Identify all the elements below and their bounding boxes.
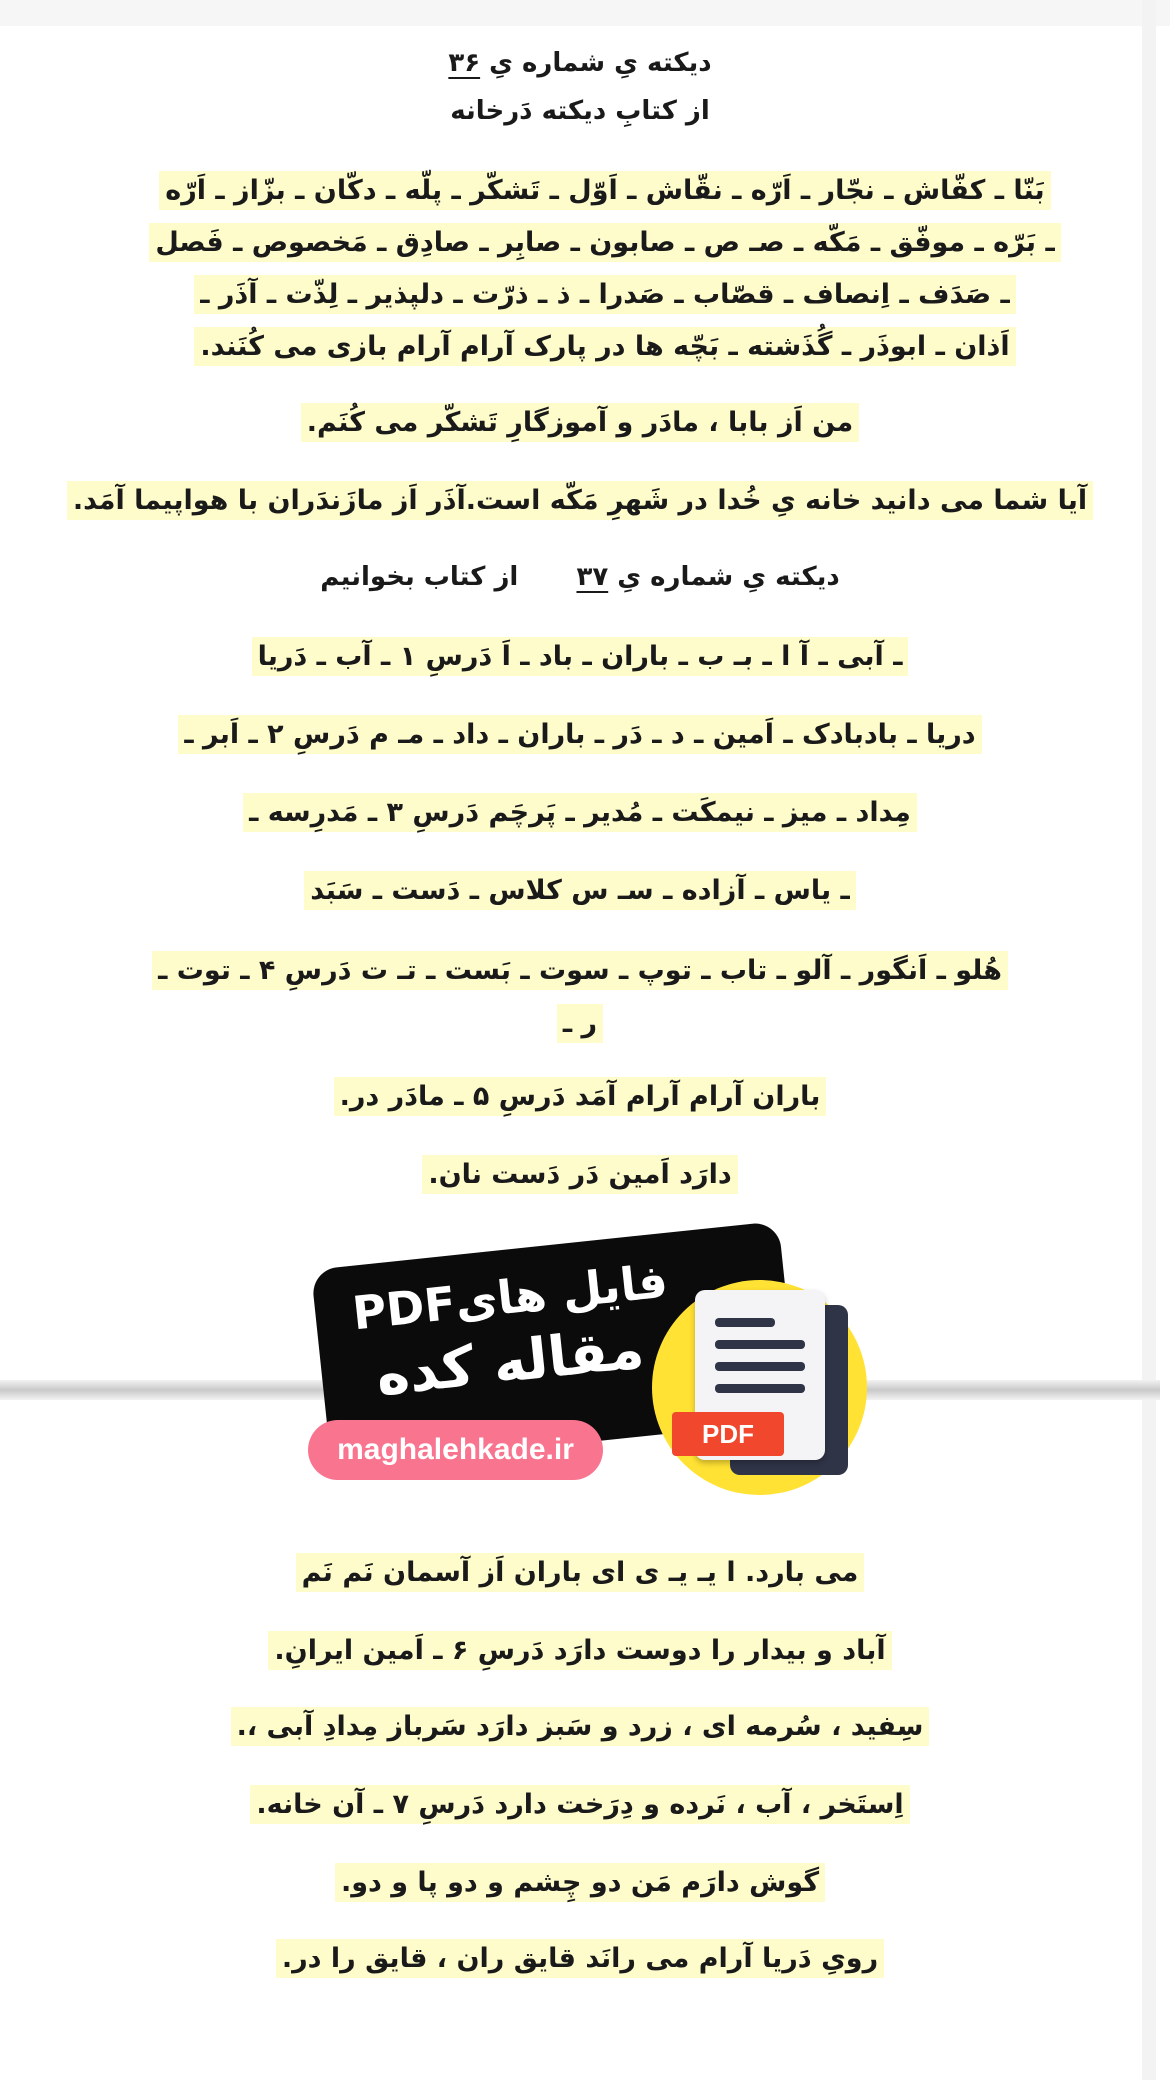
lesson-cont-line-3 [0,1706,1160,1748]
lesson-line-5-cont-text: ر ـ [557,1004,603,1043]
sentence-1-text: من اَز بابا ، مادَر و آموزگارِ تَشکّر می کُنَم. [301,403,859,442]
pdf-label: PDF [672,1412,784,1456]
lesson-cont-line-2-text: آباد و بیدار را دوست دارَد دَرسِ ۶ ـ اَمین ایرانِ. [268,1631,891,1670]
word-line-2 [140,222,1070,264]
lesson-cont-line-1-text: می بارد. ا یـ یـ ی ای باران اَز آسمان نَم نَم [296,1553,865,1592]
title-37-prefix: دیکته یِ شماره یِ [617,562,840,592]
lesson-cont-line-4-text: اِستَخر ، آب ، نَرده و دِرَخت دارد دَرسِ ۷ ـ آن خانه. [250,1785,909,1824]
sentence-2-text: آیا شما می دانید خانه یِ خُدا در شَهرِ مَکّه است.آذَر اَز مازَندَران با هواپیما آمَد. [67,481,1093,520]
dictation-37-title [0,562,1160,592]
lesson-line-4-text: ـ یاس ـ آزاده ـ سـ س کلاس ـ دَست ـ سَبَد [304,871,856,910]
title-prefix: دیکته یِ شماره یِ [489,48,712,78]
lesson-line-3-text: مِداد ـ میز ـ نیمکَت ـ مُدیر ـ پَرچَم دَرسِ ۳ ـ مَدرِسه ـ [243,793,917,832]
watermark-banner[interactable] [300,1225,870,1515]
lesson-line-5 [0,950,1160,992]
lesson-line-5-cont [0,1003,1160,1045]
lesson-line-7 [0,1154,1160,1196]
word-line-2-text: ـ بَرّه ـ موفّق ـ مَکّه ـ صـ ص ـ صابون ـ صابِر ـ صادِق ـ مَخصوص ـ فَصل [149,223,1060,262]
word-line-3-text: ـ صَدَف ـ اِنصاف ـ قصّاب ـ صَدرا ـ ذ ـ ذرّت ـ دلپذیر ـ لِذّت ـ آذَر ـ [194,275,1016,314]
word-line-1 [140,170,1070,212]
lesson-cont-line-6 [0,1938,1160,1980]
dictation-36-title [0,48,1160,78]
dictation-36-subtitle: از کتابِ دیکته دَرخانه [450,96,710,126]
word-line-4 [140,326,1070,368]
lesson-cont-line-6-text: رویِ دَریا آرام می رانَد قایق ران ، قایق را در. [276,1939,884,1978]
lesson-line-6 [0,1076,1160,1118]
lesson-line-3 [0,792,1160,834]
top-margin [0,0,1170,26]
title-37-number: ۳۷ [576,562,609,592]
sentence-2 [0,480,1160,522]
lesson-cont-line-2 [0,1630,1160,1672]
title-37-suffix: از کتاب بخوانیم [320,562,519,592]
lesson-line-5-text: هُلو ـ اَنگور ـ آلو ـ تاب ـ توپ ـ سوت ـ بَست ـ تـ ت دَرسِ ۴ ـ توت ـ [152,951,1008,990]
lesson-line-4 [0,870,1160,912]
lesson-line-2-text: دریا ـ بادبادک ـ اَمین ـ د ـ دَر ـ باران ـ داد ـ مـ م دَرسِ ۲ ـ اَبر ـ [178,715,981,754]
word-line-4-text: اَذان ـ ابوذَر ـ گُذَشته ـ بَچّه ها در پارک آرام آرام بازی می کُنَند. [194,327,1015,366]
banner-title: فایل هایPDF [349,1253,671,1341]
lesson-line-2 [0,714,1160,756]
lesson-cont-line-3-text: سِفید ، سُرمه ای ، زرد و سَبز دارَد سَرباز مِدادِ آبی ،. [231,1707,930,1746]
lesson-line-1 [0,636,1160,678]
lesson-cont-line-5-text: گوش دارَم مَن دو چِشم و دو پا و دو. [335,1863,825,1902]
lesson-line-1-text: ـ آبی ـ آ ا ـ بـ ب ـ باران ـ باد ـ اَ دَرسِ ۱ ـ آب ـ دَریا [252,637,909,676]
lesson-line-6-text: باران آرام آرام آمَد دَرسِ ۵ ـ مادَر در. [334,1077,827,1116]
banner-url[interactable]: maghalehkade.ir [308,1420,603,1480]
banner-subtitle: مقاله کده [373,1316,647,1409]
lesson-cont-line-5 [0,1862,1160,1904]
sentence-1 [0,402,1160,444]
word-line-3 [140,274,1070,316]
title-number: ۳۶ [448,48,481,78]
lesson-cont-line-1 [0,1552,1160,1594]
lesson-cont-line-4 [0,1784,1160,1826]
lesson-line-7-text: دارَد اَمین دَر دَست نان. [422,1155,737,1194]
word-line-1-text: بَنّا ـ کفّاش ـ نجّار ـ اَرّه ـ نقّاش ـ اَوّل ـ تَشکّر ـ پلّه ـ دکّان ـ بزّاز ـ اَرّه [159,171,1050,210]
